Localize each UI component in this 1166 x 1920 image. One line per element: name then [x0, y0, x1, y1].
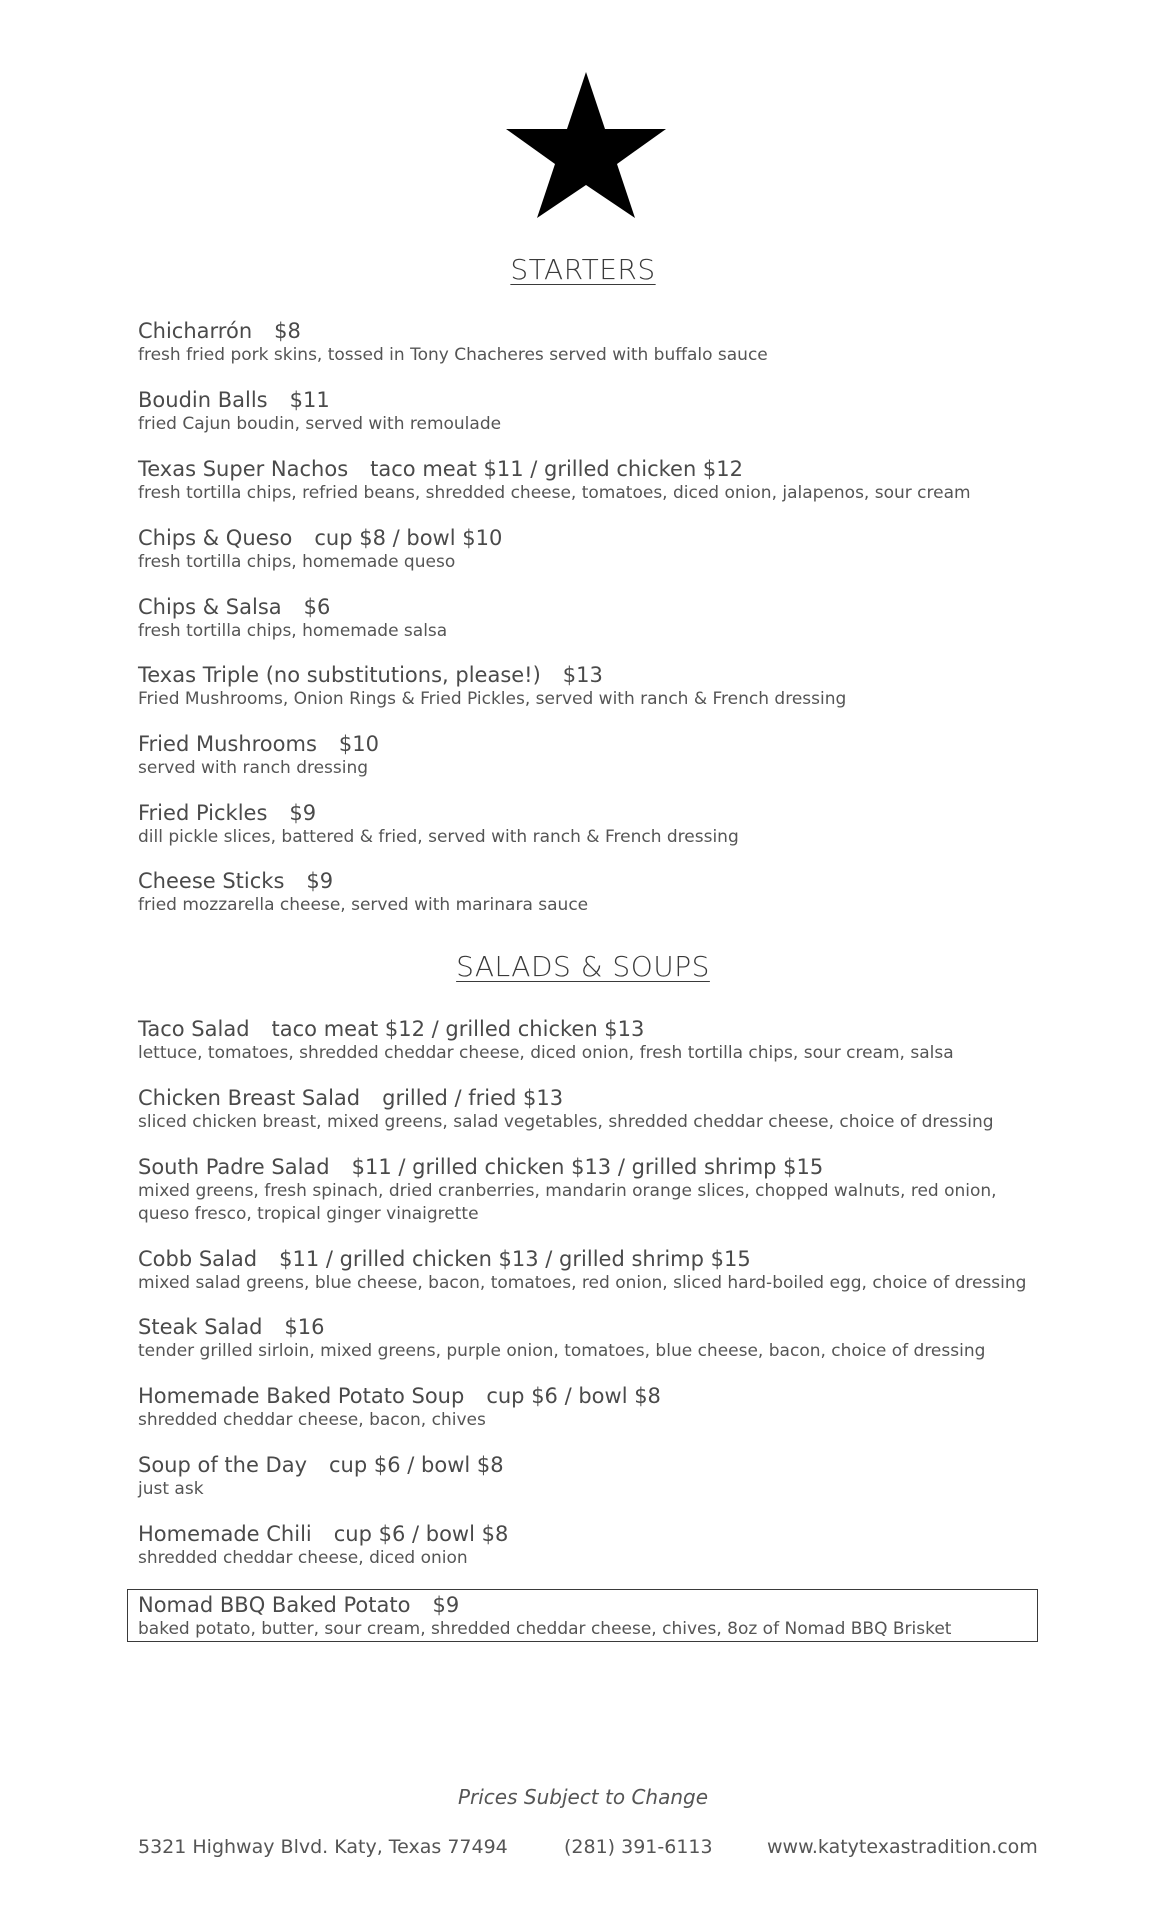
item-description: fried Cajun boudin, served with remoulade	[138, 414, 502, 434]
menu-item-featured	[138, 1592, 1038, 1641]
menu-item	[138, 456, 1038, 505]
item-name: Chicken Breast Salad	[138, 1086, 361, 1110]
item-price: $13	[562, 663, 603, 687]
item-name: Homemade Chili	[138, 1522, 312, 1546]
item-price: $9	[289, 801, 317, 825]
item-price: taco meat $12 / grilled chicken $13	[271, 1017, 645, 1041]
item-price: grilled / fried $13	[382, 1086, 564, 1110]
menu-item	[138, 1085, 1038, 1134]
item-price: $9	[306, 869, 334, 893]
menu-item	[138, 731, 1038, 780]
item-price: $10	[338, 732, 379, 756]
menu-item	[138, 1452, 1038, 1501]
item-description: Fried Mushrooms, Onion Rings & Fried Pickles, served with ranch & French dressing	[138, 689, 847, 709]
item-price: cup $8 / bowl $10	[314, 526, 503, 550]
menu-item	[138, 800, 1038, 849]
item-price: $9	[432, 1593, 460, 1617]
item-price: $11 / grilled chicken $13 / grilled shrimp $15	[351, 1155, 824, 1179]
footer-phone: (281) 391-6113	[564, 1836, 713, 1858]
menu-item	[138, 662, 1038, 711]
menu-item	[138, 594, 1038, 643]
item-description: dill pickle slices, battered & fried, served with ranch & French dressing	[138, 827, 739, 847]
item-name: Fried Pickles	[138, 801, 268, 825]
menu-item	[138, 1246, 1038, 1295]
item-name: South Padre Salad	[138, 1155, 330, 1179]
item-price: taco meat $11 / grilled chicken $12	[370, 457, 744, 481]
item-description: fresh tortilla chips, homemade queso	[138, 552, 456, 572]
item-name: Cheese Sticks	[138, 869, 285, 893]
item-price: $11 / grilled chicken $13 / grilled shrimp $15	[279, 1247, 751, 1271]
item-price: $8	[274, 319, 301, 343]
item-name: Texas Triple (no substitutions, please!)	[138, 663, 541, 687]
item-description: lettuce, tomatoes, shredded cheddar cheese, diced onion, fresh tortilla chips, sour cream, salsa	[138, 1043, 954, 1063]
item-price: $16	[284, 1315, 325, 1339]
menu-item	[138, 1154, 1038, 1226]
item-description: fried mozzarella cheese, served with marinara sauce	[138, 895, 589, 915]
menu-item	[138, 525, 1038, 574]
menu-item	[138, 868, 1038, 917]
section-title-starters: STARTERS	[510, 253, 656, 286]
item-name: Chips & Queso	[138, 526, 293, 550]
section-title-salads-soups: SALADS & SOUPS	[456, 950, 710, 983]
item-price: $6	[303, 595, 331, 619]
prices-note: Prices Subject to Change	[457, 1785, 709, 1809]
item-price: cup $6 / bowl $8	[329, 1453, 504, 1477]
item-description: mixed salad greens, blue cheese, bacon, tomatoes, red onion, sliced hard-boiled egg, choice of dressing	[138, 1273, 1027, 1293]
item-description: tender grilled sirloin, mixed greens, purple onion, tomatoes, blue cheese, bacon, choice of dressing	[138, 1341, 986, 1361]
item-name: Texas Super Nachos	[138, 457, 349, 481]
footer-website[interactable]: www.katytexastradition.com	[767, 1836, 1038, 1858]
item-description: fresh tortilla chips, refried beans, shredded cheese, tomatoes, diced onion, jalapenos, sour cream	[138, 483, 971, 503]
item-name: Homemade Baked Potato Soup	[138, 1384, 465, 1408]
item-description: fresh tortilla chips, homemade salsa	[138, 621, 448, 641]
item-description: mixed greens, fresh spinach, dried cranberries, mandarin orange slices, chopped walnuts, red onion, queso fresco, tropical ginger vinaigrette	[138, 1181, 997, 1224]
item-description: shredded cheddar cheese, bacon, chives	[138, 1410, 486, 1430]
item-name: Steak Salad	[138, 1315, 263, 1339]
menu-item	[138, 1521, 1038, 1570]
item-price: cup $6 / bowl $8	[486, 1384, 661, 1408]
menu-item	[138, 1016, 1038, 1065]
item-price: $11	[289, 388, 330, 412]
menu-item	[138, 387, 1038, 436]
item-name: Fried Mushrooms	[138, 732, 317, 756]
item-name: Taco Salad	[138, 1017, 250, 1041]
item-description: baked potato, butter, sour cream, shredded cheddar cheese, chives, 8oz of Nomad BBQ Brisket	[138, 1619, 952, 1639]
item-name: Soup of the Day	[138, 1453, 308, 1477]
footer-address: 5321 Highway Blvd. Katy, Texas 77494	[138, 1836, 508, 1858]
item-description: sliced chicken breast, mixed greens, salad vegetables, shredded cheddar cheese, choice of dressing	[138, 1112, 994, 1132]
item-name: Boudin Balls	[138, 388, 268, 412]
item-name: Cobb Salad	[138, 1247, 258, 1271]
item-description: fresh fried pork skins, tossed in Tony Chacheres served with buffalo sauce	[138, 345, 768, 365]
item-name: Chicharrón	[138, 319, 253, 343]
menu-item	[138, 1383, 1038, 1432]
item-price: cup $6 / bowl $8	[333, 1522, 509, 1546]
menu-item	[138, 318, 1038, 367]
star-icon	[503, 72, 669, 218]
item-name: Chips & Salsa	[138, 595, 282, 619]
item-description: just ask	[138, 1479, 204, 1499]
item-description: shredded cheddar cheese, diced onion	[138, 1548, 468, 1568]
item-name: Nomad BBQ Baked Potato	[138, 1593, 411, 1617]
item-description: served with ranch dressing	[138, 758, 369, 778]
menu-item	[138, 1314, 1038, 1363]
